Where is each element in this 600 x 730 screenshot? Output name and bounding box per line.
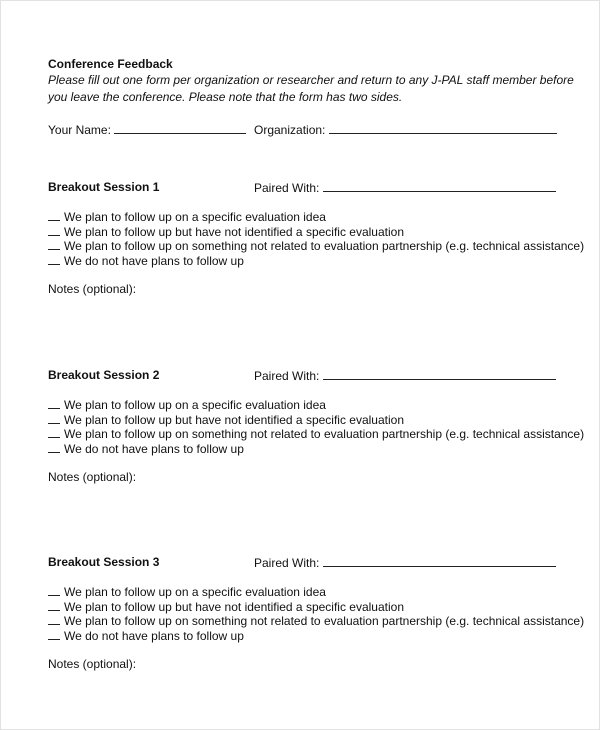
paired-with-field bbox=[254, 180, 556, 196]
form-title: Conference Feedback bbox=[48, 57, 173, 71]
instructions-line-1: Please fill out one form per organization or researcher and return to any J-PAL staff member before bbox=[48, 73, 574, 87]
organization-field bbox=[254, 122, 557, 138]
checkbox-blank[interactable] bbox=[48, 613, 60, 625]
session-title: Breakout Session 2 bbox=[48, 368, 160, 382]
checkbox-blank[interactable] bbox=[48, 426, 60, 438]
name-blank[interactable] bbox=[114, 122, 246, 134]
checkbox-blank[interactable] bbox=[48, 412, 60, 424]
checkbox-blank[interactable] bbox=[48, 599, 60, 611]
option-label: We plan to follow up on a specific evaluation idea bbox=[64, 210, 326, 224]
option-label: We plan to follow up on something not related to evaluation partnership (e.g. technical assistance) bbox=[64, 239, 585, 253]
session-title: Breakout Session 1 bbox=[48, 180, 160, 194]
option-label: We do not have plans to follow up bbox=[64, 628, 244, 643]
paired-with-field bbox=[254, 555, 556, 571]
option-label: We plan to follow up but have not identified a specific evaluation bbox=[64, 599, 404, 614]
option-label: We plan to follow up on something not related to evaluation partnership (e.g. technical assistance) bbox=[64, 427, 585, 441]
notes-label: Notes (optional): bbox=[48, 470, 137, 484]
checkbox-blank[interactable] bbox=[48, 224, 60, 236]
organization-label: Organization: bbox=[254, 123, 326, 137]
paired-with-label: Paired With: bbox=[254, 181, 320, 195]
checkbox-blank[interactable] bbox=[48, 209, 60, 221]
paired-with-field bbox=[254, 368, 556, 384]
checkbox-blank[interactable] bbox=[48, 397, 60, 409]
paired-with-blank[interactable] bbox=[323, 555, 556, 567]
checkbox-blank[interactable] bbox=[48, 628, 60, 640]
option-label: We plan to follow up but have not identified a specific evaluation bbox=[64, 224, 404, 239]
notes-label: Notes (optional): bbox=[48, 657, 137, 671]
name-label: Your Name: bbox=[48, 123, 111, 137]
session-title: Breakout Session 3 bbox=[48, 555, 160, 569]
option-label: We plan to follow up but have not identified a specific evaluation bbox=[64, 412, 404, 427]
checkbox-blank[interactable] bbox=[48, 253, 60, 265]
checkbox-blank[interactable] bbox=[48, 441, 60, 453]
checkbox-blank[interactable] bbox=[48, 584, 60, 596]
checkbox-blank[interactable] bbox=[48, 238, 60, 250]
follow-up-option bbox=[48, 628, 244, 644]
follow-up-option bbox=[48, 441, 244, 457]
paired-with-blank[interactable] bbox=[323, 368, 556, 380]
notes-label: Notes (optional): bbox=[48, 282, 137, 296]
name-field bbox=[48, 122, 246, 138]
option-label: We plan to follow up on something not related to evaluation partnership (e.g. technical assistance) bbox=[64, 614, 585, 628]
option-label: We do not have plans to follow up bbox=[64, 441, 244, 456]
option-label: We plan to follow up on a specific evaluation idea bbox=[64, 585, 326, 599]
follow-up-option bbox=[48, 253, 244, 269]
option-label: We plan to follow up on a specific evaluation idea bbox=[64, 398, 326, 412]
paired-with-blank[interactable] bbox=[323, 180, 556, 192]
option-label: We do not have plans to follow up bbox=[64, 253, 244, 268]
paired-with-label: Paired With: bbox=[254, 369, 320, 383]
paired-with-label: Paired With: bbox=[254, 556, 320, 570]
instructions-line-2: you leave the conference. Please note that the form has two sides. bbox=[48, 90, 403, 104]
organization-blank[interactable] bbox=[329, 122, 557, 134]
